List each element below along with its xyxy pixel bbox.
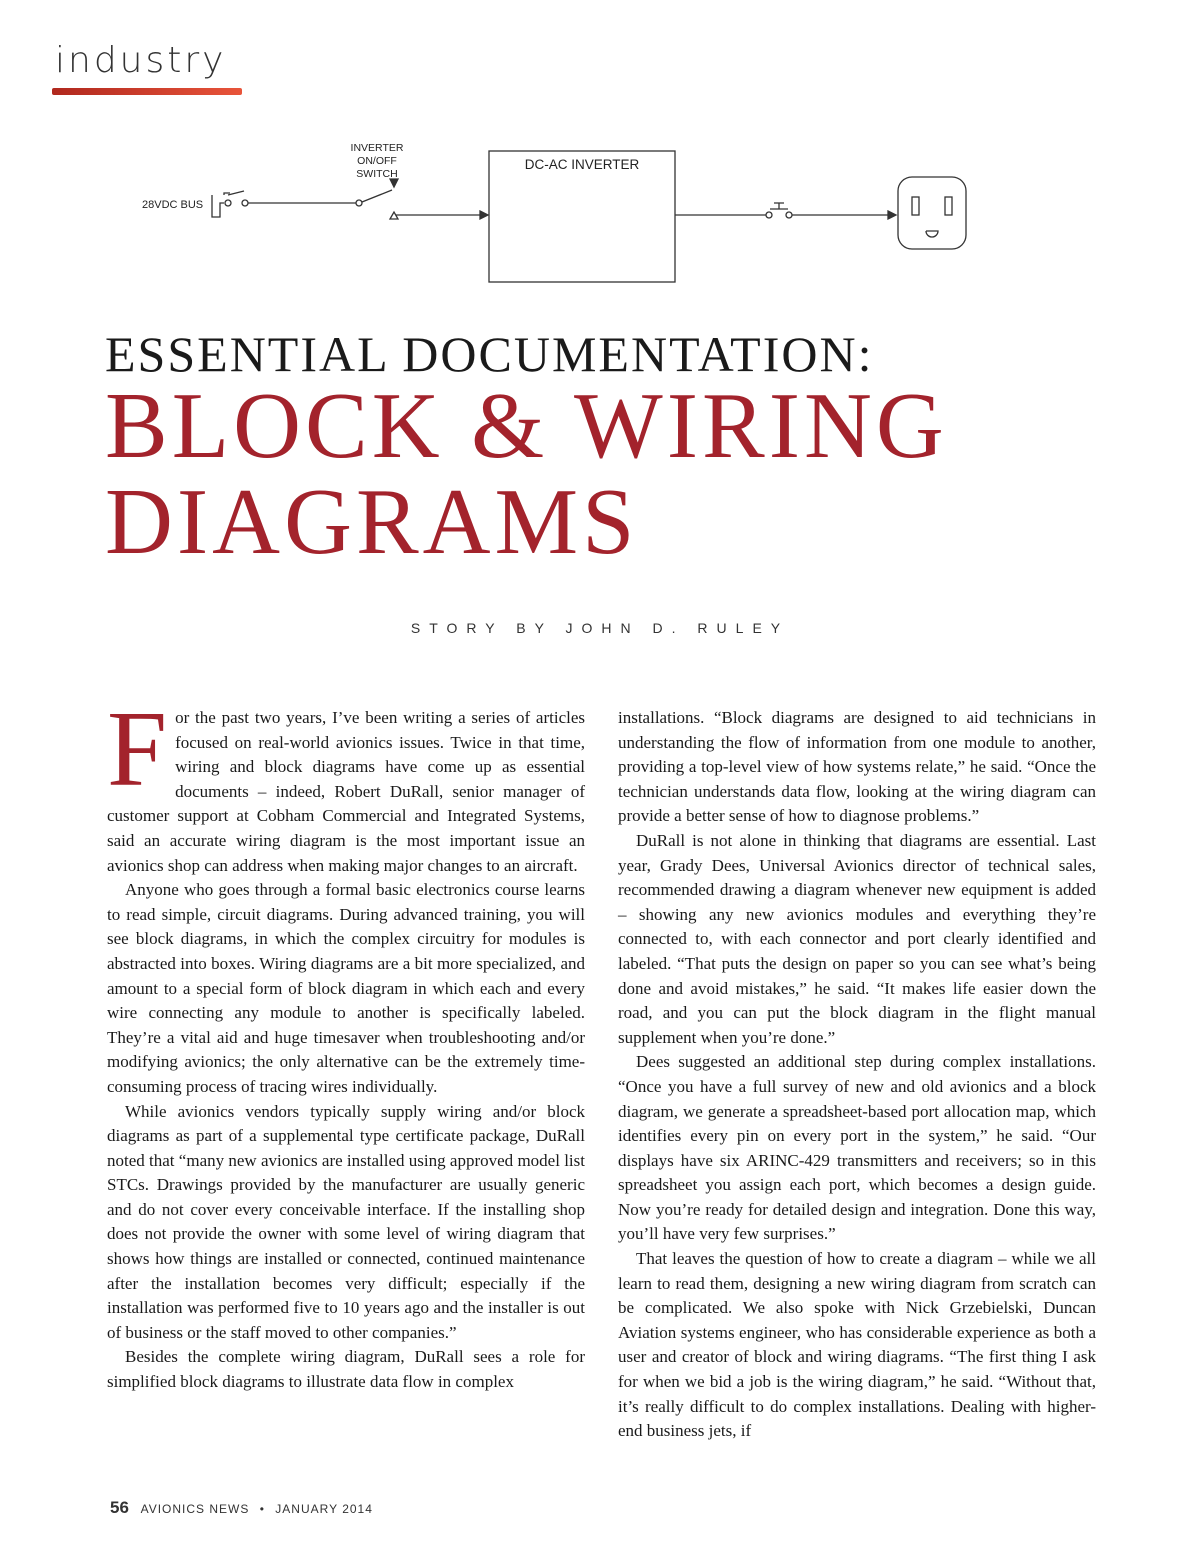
switch-contact-left bbox=[356, 200, 362, 206]
outlet-symbol bbox=[898, 177, 966, 249]
switch-label-2: ON/OFF bbox=[357, 155, 397, 167]
paragraph: While avionics vendors typically supply wiring and/or block diagrams as part of a supplemental type certificate package, DuRall noted that “many new avionics are installed using approved model list STCs. Drawings provided by the manufacturer are usually generic and do not cover every conceivable interface. If the installing shop does not provide the owner with some level of wiring diagram that shows how things are installed or connected, continued maintenance after the installation becomes very difficult; especially if the installation was performed five to 10 years ago and the installer is out of business or the staff moved to other companies.” bbox=[107, 1101, 585, 1342]
circuit-breaker-symbol bbox=[212, 195, 224, 217]
title-line-2a: BLOCK & WIRING bbox=[105, 374, 948, 478]
footer-separator: • bbox=[259, 1502, 265, 1516]
section-accent-bar bbox=[52, 88, 242, 95]
drop-cap: F bbox=[107, 690, 168, 809]
inverter-wiring-diagram bbox=[120, 135, 1000, 295]
paragraph bbox=[107, 690, 585, 878]
switch-label-3: SWITCH bbox=[356, 168, 398, 180]
paragraph: That leaves the question of how to create a diagram – while we all learn to read them, designing a new wiring diagram from scratch can be complicated. We also spoke with Nick Grzebielski, Duncan Aviation systems engineer, who has considerable experience as both a user and creator of block and wiring diagrams. “The first thing I ask for when we bid a job is the wiring diagram,” he said. “Without that, it’s really difficult to do complex installations. Dealing with higher-end business jets, if bbox=[618, 1249, 1096, 1441]
paragraph-text: or the past two years, I’ve been writing a series of articles focused on real-world avionics issues. Twice in that time, wiring and block diagrams have come up as essential documents – indeed, Robert DuRall, senior manager of customer support at Cobham Commercial and Integrated Systems, said an accurate wiring diagram is the most important issue an avionics shop can address when making major changes to an aircraft. bbox=[107, 708, 585, 875]
paragraph: DuRall is not alone in thinking that diagrams are essential. Last year, Grady Dees, Universal Avionics director of technical sales, recommended drawing a diagram whenever new equipment is added – showing any new avionics modules and everything they’re connected to, with each connector and port clearly identified and labeled. “That puts the design on paper so you can see what’s being done and avoid mistakes,” he said. “It makes life easier down the road, and you can put the block diagram in the flight manual supplement when you’re done.” bbox=[618, 830, 1096, 1047]
title-line-1: ESSENTIAL DOCUMENTATION: bbox=[105, 326, 874, 382]
paragraph: Besides the complete wiring diagram, DuRall sees a role for simplified block diagrams to illustrate data flow in complex bbox=[107, 1347, 585, 1392]
publication-name: AVIONICS NEWS bbox=[140, 1502, 250, 1516]
inverter-label: DC-AC INVERTER bbox=[524, 157, 640, 172]
switch-label-1: INVERTER bbox=[350, 142, 404, 154]
paragraph: installations. “Block diagrams are designed to aid technicians in understanding the flow of information from one module to another, providing a top-level view of how systems relate,” he said. “Once the technician understands data flow, looking at the wiring diagram can provide a better sense of how to diagnose problems.” bbox=[618, 708, 1096, 826]
article-column-left bbox=[107, 690, 585, 1395]
bus-label: 28VDC BUS bbox=[142, 199, 204, 211]
title-main bbox=[105, 374, 948, 574]
title-line-2b: DIAGRAMS bbox=[105, 470, 639, 574]
issue-date: JANUARY 2014 bbox=[275, 1502, 373, 1516]
article-column-right bbox=[618, 706, 1096, 1444]
page-footer bbox=[110, 1498, 373, 1518]
byline: STORY BY JOHN D. RULEY bbox=[410, 620, 790, 636]
section-label: industry bbox=[55, 40, 227, 81]
paragraph: Anyone who goes through a formal basic electronics course learns to read simple, circuit diagrams. During advanced training, you will see block diagrams, in which the complex circuitry for modules is abstracted into boxes. Wiring diagrams are a bit more specialized, and amount to a special form of block diagram in which each and every wire connecting any module to another is specifically labeled. They’re a vital aid and huge timesaver when troubleshooting and/or modifying avionics; the only alternative can be the extremely time-consuming process of tracing wires individually. bbox=[107, 880, 585, 1096]
page-number: 56 bbox=[110, 1498, 129, 1517]
switch-lever bbox=[362, 190, 392, 202]
paragraph: Dees suggested an additional step during complex installations. “Once you have a full survey of new and old avionics and a block diagram, we generate a spreadsheet-based port allocation map, which identifies every pin on every port in the system,” he said. “Our displays have six ARINC-429 transmitters and receivers; so in this spreadsheet you assign each port, which becomes a design guide. Now you’re ready for detailed design and integration. Done this way, you’ll have very few surprises.” bbox=[618, 1052, 1096, 1244]
